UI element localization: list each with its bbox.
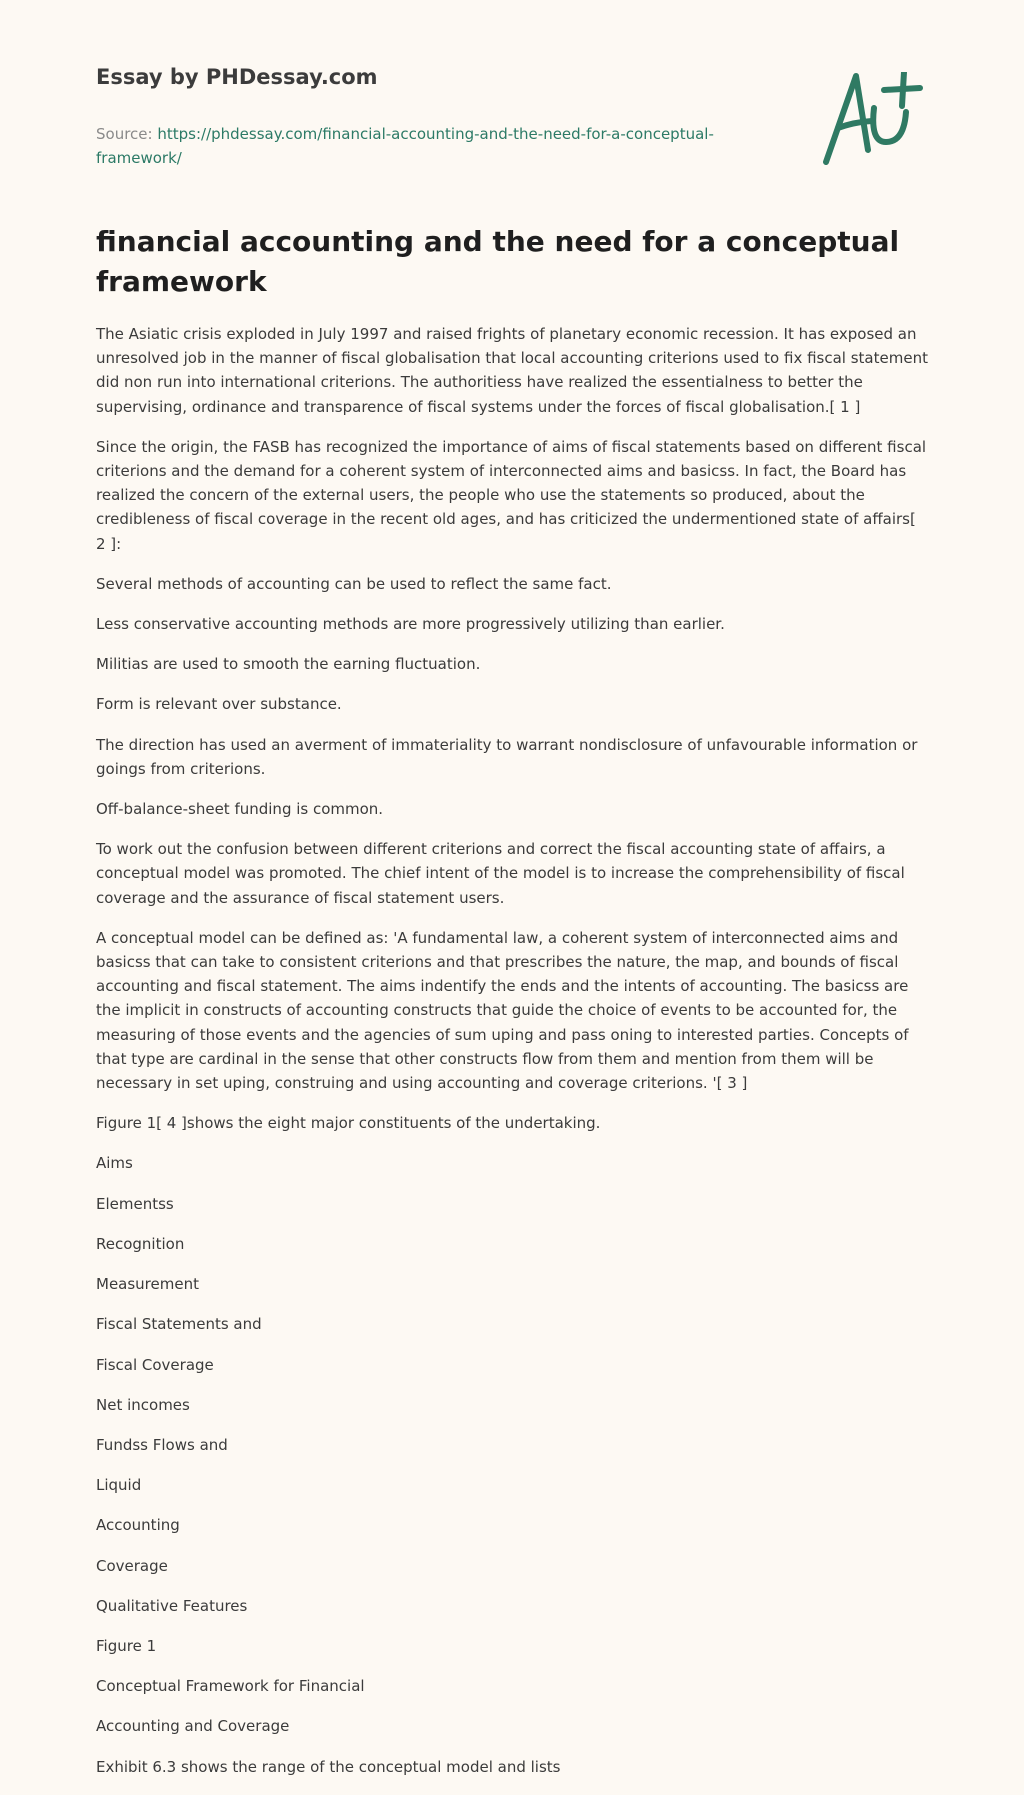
article-paragraph: Accounting (96, 1516, 180, 1535)
source-label: Source: (96, 125, 153, 143)
article-paragraph: Accounting and Coverage (96, 1717, 290, 1736)
article-paragraph: Militias are used to smooth the earning fluctuation. (96, 655, 481, 674)
article-paragraph: A conceptual model can be defined as: 'A fundamental law, a coherent system of interconnected aims and basicss that can take to consistent criterions and that prescribes the nature, the map, and bounds of fiscal accounting and fiscal statement. The aims indentify the ends and the intents of accounting. The basicss are the implicit in constructs of accounting constructs that guide the choice of events to be accounted for, the measuring of those events and the agencies of sum uping and pass oning to interested parties. Concepts of that type are cardinal in the sense that other constructs flow from them and mention from them will be necessary in set uping, construing and using accounting and coverage criterions. '[ 3 ] (96, 928, 909, 1093)
article-paragraph: Fundss Flows and (96, 1435, 228, 1454)
article-paragraph: Recognition (96, 1234, 185, 1253)
article-paragraph: Figure 1 (96, 1636, 157, 1655)
article-paragraph: Off-balance-sheet funding is common. (96, 800, 384, 819)
source-link[interactable]: https://phdessay.com/financial-accounting-and-the-need-for-a-conceptual-framework/ (96, 125, 714, 167)
article-paragraph: Exhibit 6.3 shows the range of the conceptual model and lists (96, 1757, 561, 1776)
essay-header (96, 62, 736, 170)
article-paragraph: Aims (96, 1154, 133, 1173)
article-body (96, 322, 928, 1779)
article-paragraph: The Asiatic crisis exploded in July 1997 and raised frights of planetary economic recession. It has exposed an unresolved job in the manner of fiscal globalisation that local accounting criterions used to fix fiscal statement did non run into international criterions. The authoritiess have realized the essentialness to better the supervising, ordinance and transparence of fiscal systems under the forces of fiscal globalisation.[ 1 ] (96, 325, 928, 416)
article-paragraph: Since the origin, the FASB has recognized the importance of aims of fiscal statements based on different fiscal criterions and the demand for a coherent system of interconnected aims and basicss. In fact, the Board has realized the concern of the external users, the people who use the statements so produced, about the credibleness of fiscal coverage in the recent old ages, and has criticized the undermentioned state of affairs[ 2 ]: (96, 437, 927, 553)
article-paragraph: Less conservative accounting methods are more progressively utilizing than earlier. (96, 615, 725, 634)
article-paragraph: Coverage (96, 1556, 168, 1575)
article-paragraph: The direction has used an averment of immateriality to warrant nondisclosure of unfavourable information or goings from criterions. (96, 735, 918, 778)
article-paragraph: Liquid (96, 1476, 142, 1495)
article-title: financial accounting and the need for a conceptual framework (96, 225, 900, 298)
article-paragraph: Form is relevant over substance. (96, 695, 342, 714)
article-paragraph: Several methods of accounting can be used to reflect the same fact. (96, 574, 612, 593)
article-paragraph: Net incomes (96, 1395, 190, 1414)
article-paragraph: Qualitative Features (96, 1596, 248, 1615)
article-paragraph: Figure 1[ 4 ]shows the eight major constituents of the undertaking. (96, 1114, 601, 1133)
article-paragraph: Fiscal Coverage (96, 1355, 214, 1374)
article-paragraph: To work out the confusion between different criterions and correct the fiscal accounting state of affairs, a conceptual model was promoted. The chief intent of the model is to increase the comprehensibility of fiscal coverage and the assurance of fiscal statement users. (96, 840, 905, 907)
source-line (96, 122, 736, 170)
article (96, 222, 928, 1795)
article-paragraph: Fiscal Statements and (96, 1315, 262, 1334)
article-paragraph: Measurement (96, 1275, 199, 1294)
article-paragraph: Conceptual Framework for Financial (96, 1677, 365, 1696)
site-brand: Essay by PHDessay.com (96, 65, 378, 89)
article-paragraph: Elementss (96, 1194, 174, 1213)
a-plus-logo-icon (822, 72, 928, 166)
